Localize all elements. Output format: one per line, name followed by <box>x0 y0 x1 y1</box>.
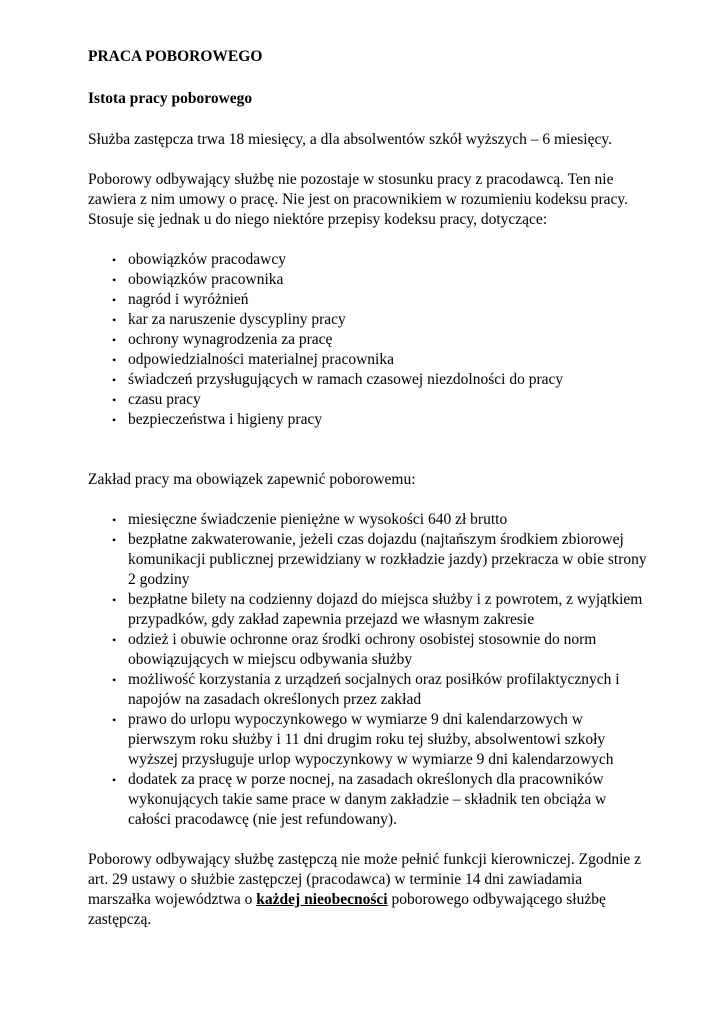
bullet-icon: • <box>112 313 117 327</box>
bullet-icon: • <box>112 253 117 267</box>
bullet-icon: • <box>112 293 117 307</box>
list-item: • możliwość korzystania z urządzeń socjalnych oraz posiłków profilaktycznych i napojów na zasadach określonych przez zakład <box>112 671 620 708</box>
bullet-icon: • <box>112 593 117 607</box>
list-item: • obowiązków pracownika <box>112 271 284 288</box>
document-title: PRACA POBOROWEGO <box>88 48 263 65</box>
employer-obligations-list <box>88 510 648 830</box>
list-item: • obowiązków pracodawcy <box>112 251 286 268</box>
list-item: • odpowiedzialności materialnej pracownika <box>112 351 394 368</box>
list-item: • świadczeń przysługujących w ramach czasowej niezdolności do pracy <box>112 371 564 388</box>
bullet-icon: • <box>112 413 117 427</box>
section-heading: Istota pracy poborowego <box>88 90 253 107</box>
list-item: • bezpieczeństwa i higieny pracy <box>112 411 323 428</box>
list-item: • bezpłatne bilety na codzienny dojazd do miejsca służby i z powrotem, z wyjątkiem przypadków, gdy zakład zapewnia przejazd we własnym zakresie <box>112 591 643 628</box>
list-item: • prawo do urlopu wypoczynkowego w wymiarze 9 dni kalendarzowych w pierwszym roku służby i 11 dni drugim roku tej służby, absolwentowi szkoły wyższej przysługuje urlop wypoczynkowy w wymiarze 9 dni kalendarzowych <box>112 711 614 768</box>
bullet-icon: • <box>112 533 117 547</box>
list-item: • miesięczne świadczenie pieniężne w wysokości 640 zł brutto <box>112 511 508 528</box>
paragraph-employment-status: Poborowy odbywający służbę nie pozostaje w stosunku pracy z pracodawcą. Ten nie zawiera z nim umowy o pracę. Nie jest on pracownikiem w rozumieniu kodeksu pracy. Stosuje się jednak u do niego niektóre przepisy kodeksu pracy, dotyczące: <box>88 171 629 228</box>
list-item: • dodatek za pracę w porze nocnej, na zasadach określonych dla pracowników wykonujących takie same prace w danym zakładzie – składnik ten obciąża w całości pracodawcę (nie jest refundowany). <box>112 771 607 828</box>
emphasis-absence: każdej nieobecności <box>256 891 388 908</box>
list-item: • bezpłatne zakwaterowanie, jeżeli czas dojazdu (najtańszym środkiem zbiorowej komunikacji publicznej przewidziany w rozkładzie jazdy) przekracza w obie strony 2 godziny <box>112 531 647 588</box>
list-item: • odzież i obuwie ochronne oraz środki ochrony osobistej stosownie do norm obowiązujących w miejscu odbywania służby <box>112 631 597 668</box>
paragraph-absence-notice: Poborowy odbywający służbę zastępczą nie może pełnić funkcji kierowniczej. Zgodnie z art. 29 ustawy o służbie zastępczej (pracodawca) w terminie 14 dni zawiadamia marszałka województwa o każdej nieobecności poborowego odbywającego służbę zastępczą. <box>88 851 642 928</box>
bullet-icon: • <box>112 773 117 787</box>
bullet-icon: • <box>112 373 117 387</box>
labor-code-provisions-list <box>88 250 648 430</box>
bullet-icon: • <box>112 273 117 287</box>
list-item: • kar za naruszenie dyscypliny pracy <box>112 311 346 328</box>
list-item: • ochrony wynagrodzenia za pracę <box>112 331 333 348</box>
list-item: • nagród i wyróżnień <box>112 291 249 308</box>
bullet-icon: • <box>112 713 117 727</box>
paragraph-duration: Służba zastępcza trwa 18 miesięcy, a dla absolwentów szkół wyższych – 6 miesięcy. <box>88 131 612 148</box>
paragraph-employer-obligations: Zakład pracy ma obowiązek zapewnić poborowemu: <box>88 471 416 488</box>
document-page <box>88 47 648 950</box>
bullet-icon: • <box>112 353 117 367</box>
list-item: • czasu pracy <box>112 391 201 408</box>
bullet-icon: • <box>112 513 117 527</box>
bullet-icon: • <box>112 633 117 647</box>
bullet-icon: • <box>112 333 117 347</box>
bullet-icon: • <box>112 393 117 407</box>
bullet-icon: • <box>112 673 117 687</box>
